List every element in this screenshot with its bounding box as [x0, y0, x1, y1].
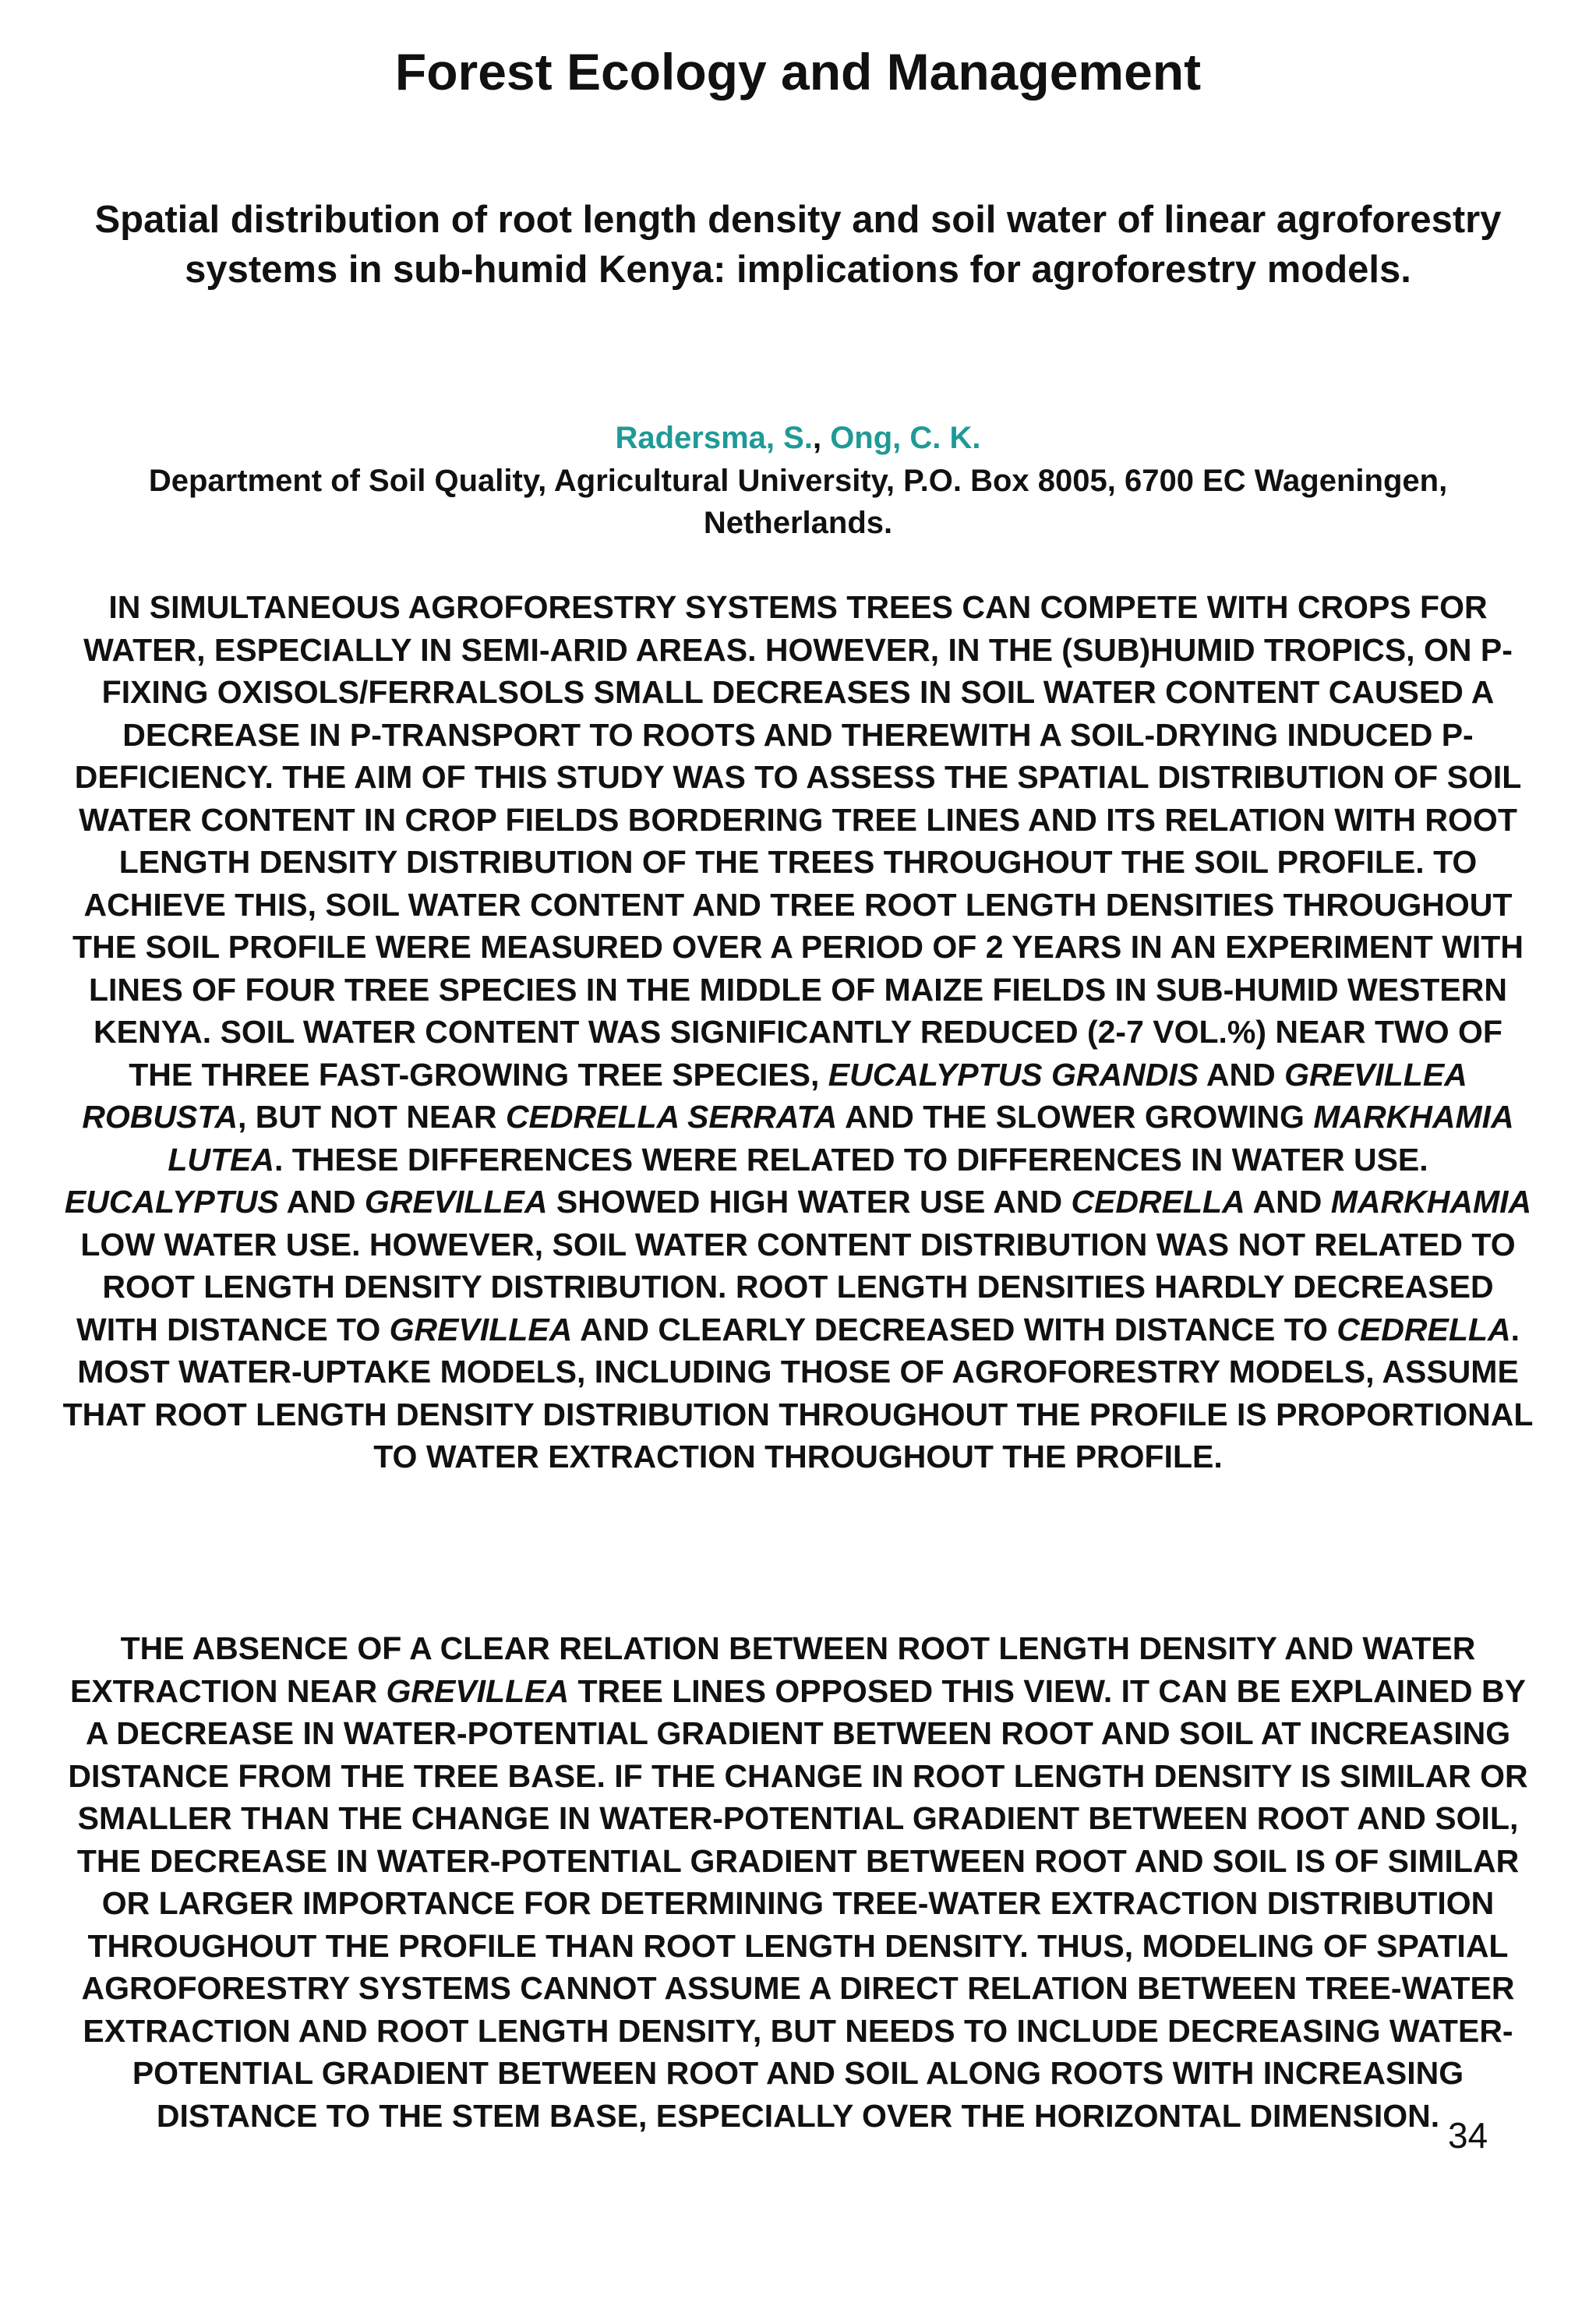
species-name: GREVILLEA [389, 1311, 573, 1347]
species-name: EUCALYPTUS [64, 1184, 279, 1220]
species-name: MARKHAMIA LUTEA [168, 1099, 1514, 1178]
abstract-text: AND CLEARLY DECREASED WITH DISTANCE TO [572, 1311, 1337, 1347]
abstract-text: . MOST WATER-UPTAKE MODELS, INCLUDING THOSE OF AGROFORESTRY MODELS, ASSUME THAT ROOT LENGTH DENSITY DISTRIBUTION THROUGHOUT THE PROFILE IS PROPORTIONAL TO WATER EXTRACTION THROUGHOUT THE PROFILE. [62, 1311, 1534, 1474]
abstract-paragraph-1 [62, 586, 1534, 1478]
abstract-text: AND [1199, 1056, 1285, 1093]
abstract-text: , BUT NOT NEAR [238, 1099, 506, 1135]
journal-title: Forest Ecology and Management [394, 43, 1202, 101]
author-affiliation: Department of Soil Quality, Agricultural University, P.O. Box 8005, 6700 EC Wageningen, Netherlands. [148, 464, 1448, 540]
abstract-text: LOW WATER USE. HOWEVER, SOIL WATER CONTENT DISTRIBUTION WAS NOT RELATED TO ROOT LENGTH DENSITY DISTRIBUTION. ROOT LENGTH DENSITIES HARDLY DECREASED WITH DISTANCE TO [76, 1226, 1516, 1347]
species-name: CEDRELLA SERRATA [505, 1099, 838, 1135]
author-link-radersma[interactable]: Radersma, S. [615, 421, 813, 455]
species-name: MARKHAMIA [1330, 1184, 1532, 1220]
article-title: Spatial distribution of root length density and soil water of linear agroforestry systems in sub-humid Kenya: implications for agroforestry models. [94, 199, 1502, 291]
species-name: GREVILLEA [364, 1184, 548, 1220]
abstract-paragraph-2 [62, 1627, 1534, 2137]
abstract-text: . THESE DIFFERENCES WERE RELATED TO DIFFERENCES IN WATER USE. [274, 1141, 1428, 1178]
species-name: GREVILLEA ROBUSTA [82, 1056, 1467, 1135]
species-name: EUCALYPTUS GRANDIS [828, 1056, 1199, 1093]
abstract-text: IN SIMULTANEOUS AGROFORESTRY SYSTEMS TREES CAN COMPETE WITH CROPS FOR WATER, ESPECIALLY IN SEMI-ARID AREAS. HOWEVER, IN THE (SUB)HUMID TROPICS, ON P-FIXING OXISOLS/FERRALSOLS SMALL DECREASES IN SOIL WATER CONTENT CAUSED A DECREASE IN P-TRANSPORT TO ROOTS AND THEREWITH A SOIL-DRYING INDUCED P-DEFICIENCY. THE AIM OF THIS STUDY WAS TO ASSESS THE SPATIAL DISTRIBUTION OF SOIL WATER CONTENT IN CROP FIELDS BORDERING TREE LINES AND ITS RELATION WITH ROOT LENGTH DENSITY DISTRIBUTION OF THE TREES THROUGHOUT THE SOIL PROFILE. TO ACHIEVE THIS, SOIL WATER CONTENT AND TREE ROOT LENGTH DENSITIES THROUGHOUT THE SOIL PROFILE WERE MEASURED OVER A PERIOD OF 2 YEARS IN AN EXPERIMENT WITH LINES OF FOUR TREE SPECIES IN THE MIDDLE OF MAIZE FIELDS IN SUB-HUMID WESTERN KENYA. SOIL WATER CONTENT WAS SIGNIFICANTLY REDUCED (2-7 VOL.%) NEAR TWO OF THE THREE FAST-GROWING TREE SPECIES, [72, 589, 1524, 1093]
page-number: 34 [1448, 2115, 1488, 2156]
abstract-text: SHOWED HIGH WATER USE AND [547, 1184, 1072, 1220]
abstract-text: THE ABSENCE OF A CLEAR RELATION BETWEEN ROOT LENGTH DENSITY AND WATER EXTRACTION NEAR [69, 1630, 1476, 1709]
species-name: CEDRELLA [1336, 1311, 1511, 1347]
species-name: CEDRELLA [1071, 1184, 1245, 1220]
abstract-text: AND [1245, 1184, 1331, 1220]
author-link-ong[interactable]: Ong, C. K. [830, 421, 981, 455]
abstract-text: AND THE SLOWER GROWING [837, 1099, 1314, 1135]
author-separator: , [812, 421, 831, 455]
author-list [0, 418, 1596, 458]
abstract-text: TREE LINES OPPOSED THIS VIEW. IT CAN BE EXPLAINED BY A DECREASE IN WATER-POTENTIAL GRADIENT BETWEEN ROOT AND SOIL AT INCREASING DISTANCE FROM THE TREE BASE. IF THE CHANGE IN ROOT LENGTH DENSITY IS SIMILAR OR SMALLER THAN THE CHANGE IN WATER-POTENTIAL GRADIENT BETWEEN ROOT AND SOIL, THE DECREASE IN WATER-POTENTIAL GRADIENT BETWEEN ROOT AND SOIL IS OF SIMILAR OR LARGER IMPORTANCE FOR DETERMINING TREE-WATER EXTRACTION DISTRIBUTION THROUGHOUT THE PROFILE THAN ROOT LENGTH DENSITY. THUS, MODELING OF SPATIAL AGROFORESTRY SYSTEMS CANNOT ASSUME A DIRECT RELATION BETWEEN TREE-WATER EXTRACTION AND ROOT LENGTH DENSITY, BUT NEEDS TO INCLUDE DECREASING WATER-POTENTIAL GRADIENT BETWEEN ROOT AND SOIL ALONG ROOTS WITH INCREASING DISTANCE TO THE STEM BASE, ESPECIALLY OVER THE HORIZONTAL DIMENSION. [68, 1672, 1528, 2134]
species-name: GREVILLEA [386, 1672, 570, 1709]
abstract-text: AND [278, 1184, 365, 1220]
